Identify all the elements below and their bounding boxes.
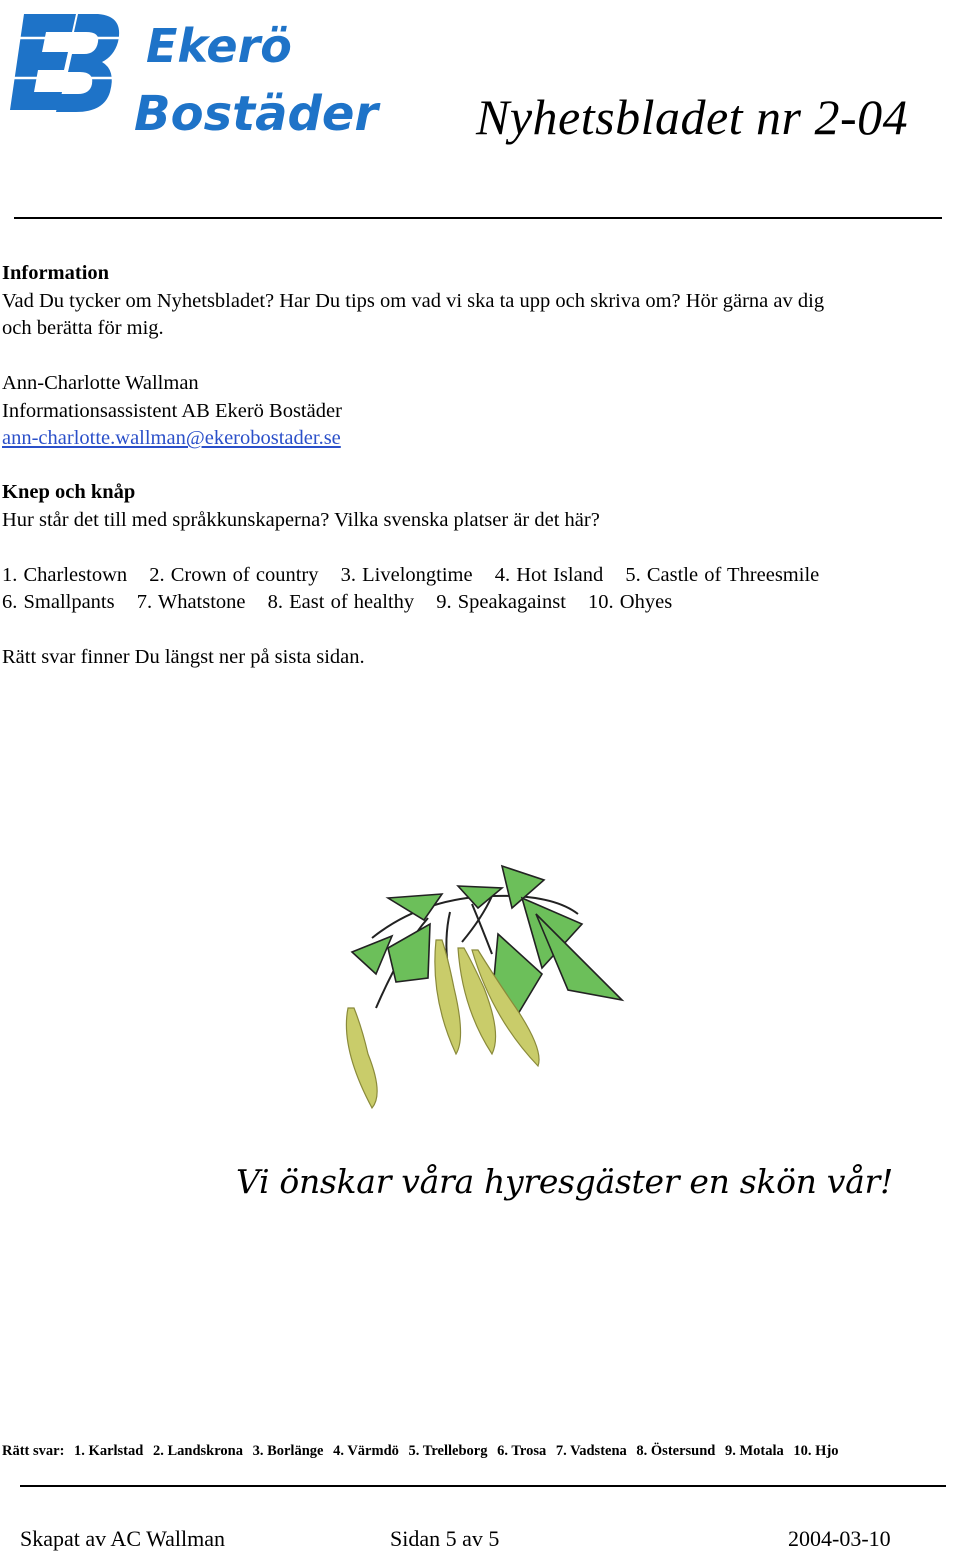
quiz-item: 6. Smallpants xyxy=(2,591,115,613)
answer-item: 10. Hjo xyxy=(793,1443,839,1459)
quiz-item: 9. Speakagainst xyxy=(436,591,566,613)
quiz-question: Hur står det till med språkkunskaperna? Vilka svenska platser är det här? xyxy=(2,508,600,531)
answer-item: 4. Värmdö xyxy=(333,1443,399,1459)
answer-item: 5. Trelleborg xyxy=(408,1443,488,1459)
footer-page-number: Sidan 5 av 5 xyxy=(390,1526,500,1551)
quiz-item: 4. Hot Island xyxy=(494,563,604,586)
company-logo xyxy=(6,8,416,136)
answer-item: 2. Landskrona xyxy=(152,1443,243,1459)
quiz-item: 10. Ohyes xyxy=(588,591,673,613)
info-heading: Information xyxy=(2,262,110,284)
quiz-item: 1. Charlestown xyxy=(2,563,128,586)
info-body-line1: Vad Du tycker om Nyhetsbladet? Har Du tips om vad vi ska ta upp och skriva om? Hör gärna av dig xyxy=(2,289,825,312)
quiz-item: 2. Crown of country xyxy=(149,563,319,586)
answers-label: Rätt svar: xyxy=(2,1443,65,1459)
answer-item: 8. Östersund xyxy=(636,1443,716,1459)
logo-line2: Bostäder xyxy=(134,86,379,136)
eb-monogram-icon xyxy=(6,8,416,136)
answer-item: 1. Karlstad xyxy=(74,1443,144,1459)
spring-greeting: Vi önskar våra hyresgäster en skön vår! xyxy=(236,1162,893,1201)
quiz-item: 7. Whatstone xyxy=(136,591,246,613)
birch-branch-illustration xyxy=(332,858,632,1120)
answer-item: 9. Motala xyxy=(725,1443,784,1459)
footer-divider xyxy=(20,1485,946,1487)
birch-branch-icon xyxy=(332,858,632,1120)
footer-date: 2004-03-10 xyxy=(788,1526,891,1551)
contact-role: Informationsassistent AB Ekerö Bostäder xyxy=(2,399,342,422)
quiz-section xyxy=(2,479,835,672)
quiz-item: 3. Livelongtime xyxy=(340,563,473,586)
quiz-note: Rätt svar finner Du längst ner på sista sidan. xyxy=(2,646,365,668)
contact-name: Ann-Charlotte Wallman xyxy=(2,372,199,394)
quiz-answers xyxy=(2,1443,845,1460)
quiz-line-1 xyxy=(2,562,835,590)
info-body-line2: och berätta för mig. xyxy=(2,317,164,339)
quiz-heading: Knep och knåp xyxy=(2,481,136,503)
newsletter-title: Nyhetsbladet nr 2-04 xyxy=(476,89,909,145)
top-divider xyxy=(14,217,942,219)
info-section xyxy=(2,260,824,453)
answer-item: 3. Borlänge xyxy=(252,1443,324,1459)
answer-item: 7. Vadstena xyxy=(555,1443,627,1459)
footer-author: Skapat av AC Wallman xyxy=(20,1526,225,1551)
answer-item: 6. Trosa xyxy=(497,1443,547,1459)
contact-email-link[interactable]: ann-charlotte.wallman@ekerobostader.se xyxy=(2,427,341,449)
logo-line1: Ekerö xyxy=(146,19,292,73)
quiz-item: 5. Castle of Threesmile xyxy=(625,563,820,586)
quiz-line-2 xyxy=(2,589,835,617)
quiz-item: 8. East of healthy xyxy=(267,591,415,613)
